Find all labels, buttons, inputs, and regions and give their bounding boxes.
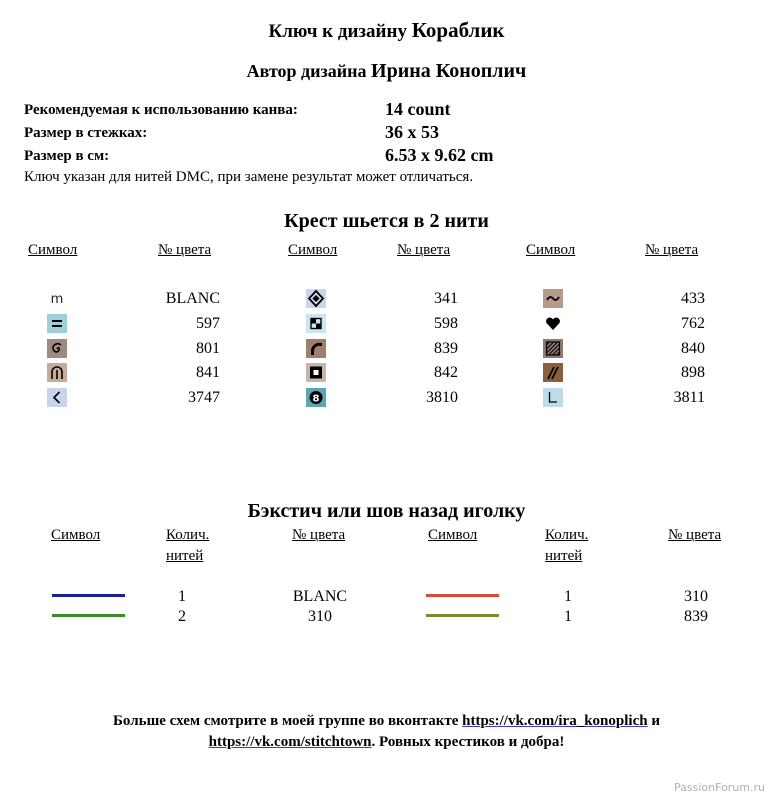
cross-code: 842 — [434, 364, 458, 381]
size-stitches-value: 36 x 53 — [385, 122, 439, 142]
cross-code: 840 — [681, 340, 705, 357]
cross-col-color-1: № цвета — [158, 242, 212, 258]
cross-code: 839 — [434, 340, 458, 357]
bs-col-count-1b: нитей — [166, 548, 204, 564]
equals-icon — [47, 314, 67, 333]
bs-code: 310 — [684, 588, 708, 605]
bs-code: 310 — [308, 608, 332, 625]
size-stitches-label: Размер в стежках: — [24, 125, 148, 141]
watermark: PassionForum.ru — [674, 781, 765, 794]
square-dot-icon — [306, 363, 326, 382]
quarter-arc-icon — [306, 339, 326, 358]
bs-col-symbol-1: Символ — [51, 527, 101, 543]
backstitch-heading: Бэкстич или шов назад иголку — [247, 500, 526, 522]
cross-code: 597 — [196, 315, 220, 332]
backstitch-line-olive — [426, 614, 499, 617]
author-name: Ирина Коноплич — [371, 60, 527, 82]
cross-heading: Крест шьется в 2 нити — [284, 210, 489, 232]
cross-code: 598 — [434, 315, 458, 332]
backstitch-line-green — [52, 614, 125, 617]
bs-col-count-2a: Колич. — [545, 527, 589, 543]
title-prefix: Ключ к дизайну — [268, 21, 412, 42]
m-letter-icon — [47, 289, 67, 308]
cross-code: BLANC — [165, 290, 220, 307]
author-prefix: Автор дизайна — [246, 61, 372, 81]
corner-l-icon — [543, 388, 563, 407]
author-line — [0, 60, 773, 83]
double-slash-icon — [543, 363, 563, 382]
size-cm-label: Размер в см: — [24, 148, 110, 164]
cross-col-symbol-2: Символ — [288, 242, 338, 258]
footer-text-3: . Ровных крестиков и добра! — [371, 734, 565, 750]
arch-icon — [47, 363, 67, 382]
vk-link-stitchtown[interactable]: https://vk.com/stitchtown — [208, 734, 372, 750]
bs-count: 1 — [564, 608, 572, 625]
tilde-icon — [543, 289, 563, 308]
cross-code: 433 — [681, 290, 705, 307]
footer-text-2: и — [647, 713, 660, 729]
cross-col-color-3: № цвета — [645, 242, 699, 258]
diamond-icon — [306, 289, 326, 308]
vk-link-ira-konoplich[interactable]: https://vk.com/ira_konoplich — [462, 713, 648, 729]
footer-line-1 — [0, 713, 773, 730]
heart-icon — [543, 314, 563, 333]
bs-count: 1 — [178, 588, 186, 605]
cross-code: 3810 — [426, 389, 458, 406]
canvas-label: Рекомендуемая к использованию канва: — [24, 102, 298, 118]
cross-col-symbol-1: Символ — [28, 242, 78, 258]
cross-code: 762 — [681, 315, 705, 332]
page-title — [0, 18, 773, 43]
svg-text:8: 8 — [312, 393, 320, 405]
chevron-left-icon — [47, 388, 67, 407]
eight-circle-icon — [306, 388, 326, 407]
checker-icon — [306, 314, 326, 333]
cross-code: 3747 — [188, 389, 220, 406]
hatched-icon — [543, 339, 563, 358]
bs-col-count-1a: Колич. — [166, 527, 210, 543]
backstitch-line-blue — [52, 594, 125, 597]
cross-code: 341 — [434, 290, 458, 307]
bs-col-color-2: № цвета — [668, 527, 722, 543]
footer-line-2 — [0, 734, 773, 751]
bs-code: 839 — [684, 608, 708, 625]
bs-col-color-1: № цвета — [292, 527, 346, 543]
cross-col-symbol-3: Символ — [526, 242, 576, 258]
title-name: Кораблик — [411, 18, 505, 42]
backstitch-line-red — [426, 594, 499, 597]
cross-col-color-2: № цвета — [397, 242, 451, 258]
svg-text:m: m — [50, 292, 64, 307]
canvas-value: 14 count — [385, 99, 451, 119]
bs-col-symbol-2: Символ — [428, 527, 478, 543]
thread-note: Ключ указан для нитей DMC, при замене результат может отличаться. — [24, 169, 474, 185]
cross-code: 841 — [196, 364, 220, 381]
bs-count: 1 — [564, 588, 572, 605]
cross-code: 898 — [681, 364, 705, 381]
bs-code: BLANC — [292, 588, 348, 605]
cross-code: 3811 — [673, 389, 705, 406]
spiral-icon — [47, 339, 67, 358]
cross-code: 801 — [196, 340, 220, 357]
footer-text-1: Больше схем смотрите в моей группе во вконтакте — [113, 713, 463, 729]
bs-col-count-2b: нитей — [545, 548, 583, 564]
bs-count: 2 — [178, 608, 186, 625]
size-cm-value: 6.53 x 9.62 cm — [385, 145, 494, 165]
